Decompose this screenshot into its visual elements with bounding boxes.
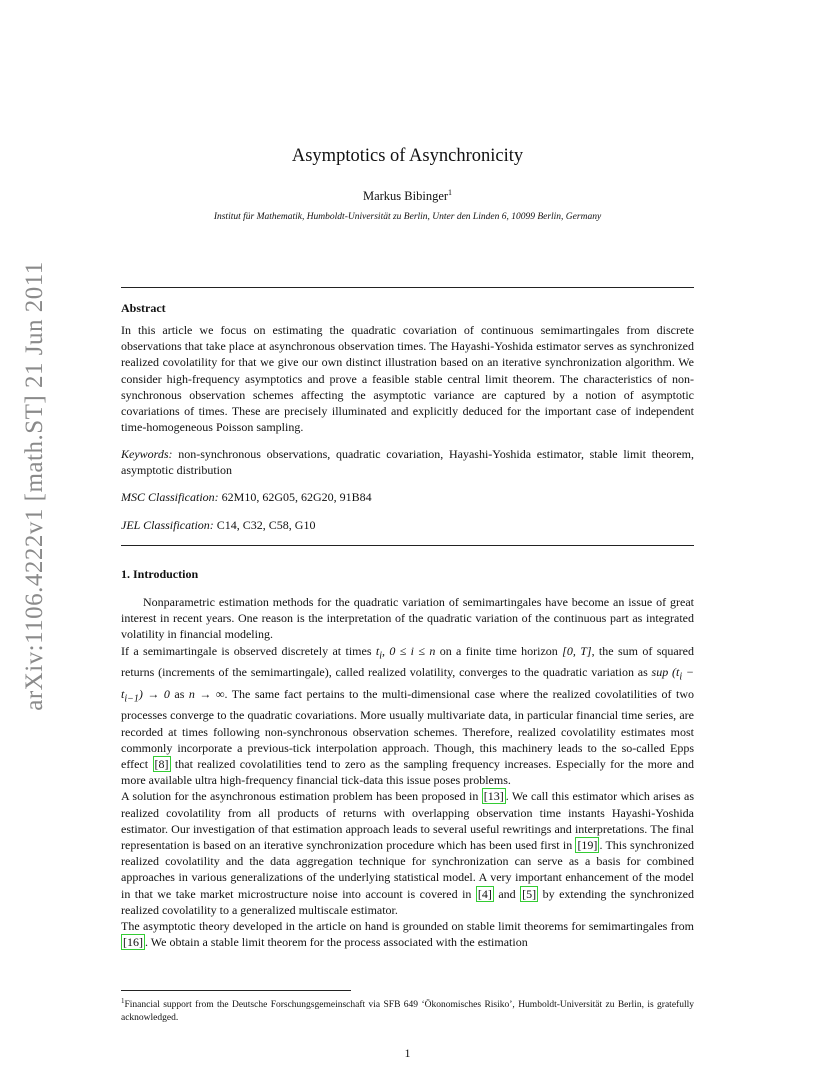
footnote-mark: 1	[121, 997, 125, 1005]
citation-link-13[interactable]: [13]	[483, 789, 504, 804]
page-number: 1	[404, 1046, 411, 1060]
abstract-heading: Abstract	[121, 301, 166, 315]
keywords-text: non-synchronous observations, quadratic covariation, Hayashi-Yoshida estimator, stable limit theorem, asymptotic distribution	[121, 447, 695, 478]
intro-paragraph-3: A solution for the asynchronous estimation problem has been proposed in [13] . We call this estimator which arises as realized covolatility from all products of returns with overlapping observation time instants Hayashi-Yoshida estimator. Our investigation of that estimation approach leads to several useful rewritings and interpretations. The final representation is based on an iterative synchronization procedure which has been used first in [19] . This synchronized realized covolatility and the data aggregation technique for synchronization can serve as a basis for combined approaches in various generalizations of the underlying statistical model. A very important enhancement of the model in that we take market microstructure noise into account is covered in [4] and [5] by extending the synchronized realized covolatility to a generalized multiscale estimator.	[121, 789, 695, 917]
paper-title: Asymptotics of Asynchronicity	[291, 146, 524, 166]
intro-paragraph-2: If a semimartingale is observed discretely at times $t_i$, 0 ≤ i ≤ n on a finite time horizon [0, T], the sum of squared returns (increments of the semimartingale), called realized volatility, converges to the quadratic variation as sup $(t_i - t_{i-1}) \to 0$ as n → ∞. The same fact pertains to the multi-dimensional case where the realized covolatilities of two processes converge to the quadratic covariations. More usually multivariate data, in particular financial time series, are recorded at times following non-synchronous observation schemes. Therefore, realized covolatility estimates most commonly incorporate a previous-tick interpolation approach. Though, this machinery leads to the so-called Epps effect [8] that realized covolatilities tend to zero as the sampling frequency increases. Especially for the more and more available ultra high-frequency financial tick-data this issue poses problems.	[121, 643, 695, 788]
citation-link-8[interactable]: [8]	[154, 757, 169, 771]
citation-link-5[interactable]: [5]	[522, 886, 537, 901]
jel-label: JEL Classification:	[121, 518, 214, 532]
msc-classification	[121, 490, 372, 505]
footnote	[121, 995, 694, 1025]
arxiv-identifier-stamp	[8, 261, 62, 711]
citation-link-16[interactable]: [16]	[123, 935, 143, 950]
author-footnote-mark: 1	[448, 188, 453, 197]
author-name: Markus Bibinger	[362, 189, 449, 204]
footnote-text: Financial support from the Deutsche Forschungsgemeinschaft via SFB 649 ‘Ökonomisches Risiko’, Humboldt-Universität zu Berlin, is gratefully acknowledged.	[121, 1000, 694, 1024]
citation-link-19[interactable]: [19]	[577, 838, 598, 853]
keywords	[121, 446, 694, 478]
keywords-label: Keywords:	[121, 447, 173, 461]
abstract-bottom-rule	[121, 545, 694, 546]
intro-paragraph-4: The asymptotic theory developed in the article on hand is grounded on stable limit theorems for semimartingales from [16] . We obtain a stable limit theorem for the process associated with the estimation	[121, 919, 694, 950]
author-affiliation: Institut für Mathematik, Humboldt-Universität zu Berlin, Unter den Linden 6, 10099 Berlin, Germany	[213, 212, 602, 222]
jel-classification	[121, 518, 315, 533]
footnote-rule	[121, 990, 351, 991]
jel-codes: C14, C32, C58, G10	[216, 518, 316, 532]
author-line	[121, 188, 694, 204]
citation-link-4[interactable]: [4]	[477, 886, 492, 901]
intro-paragraph-1: Nonparametric estimation methods for the quadratic variation of semimartingales have become an issue of great interest in recent years. One reason is the interpretation of the quadratic variation of the continuous part as integrated volatility in financial modeling.	[121, 595, 694, 642]
abstract-text: In this article we focus on estimating the quadratic covariation of continuous semimartingales from discrete observations that take place at asynchronous observation times. The Hayashi-Yoshida estimator serves as synchronized realized covolatility for that we give our own distinct illustration based on an iterative synchronization algorithm. We consider high-frequency asymptotics and prove a feasible stable central limit theorem. The characteristics of non-synchronous observation schemes affecting the asymptotic variance are captured by a notion of asymptotic covariations of times. These are precisely illuminated and explicitly deduced for the important case of independent time-homogeneous Poisson sampling.	[121, 323, 694, 435]
introduction-body	[121, 594, 694, 950]
section-heading-introduction: 1. Introduction	[121, 567, 199, 581]
abstract-top-rule	[121, 287, 694, 288]
msc-label: MSC Classification:	[121, 490, 219, 504]
msc-codes: 62M10, 62G05, 62G20, 91B84	[221, 490, 372, 504]
arxiv-stamp-text: arXiv:1106.4222v1 [math.ST] 21 Jun 2011	[21, 261, 48, 711]
